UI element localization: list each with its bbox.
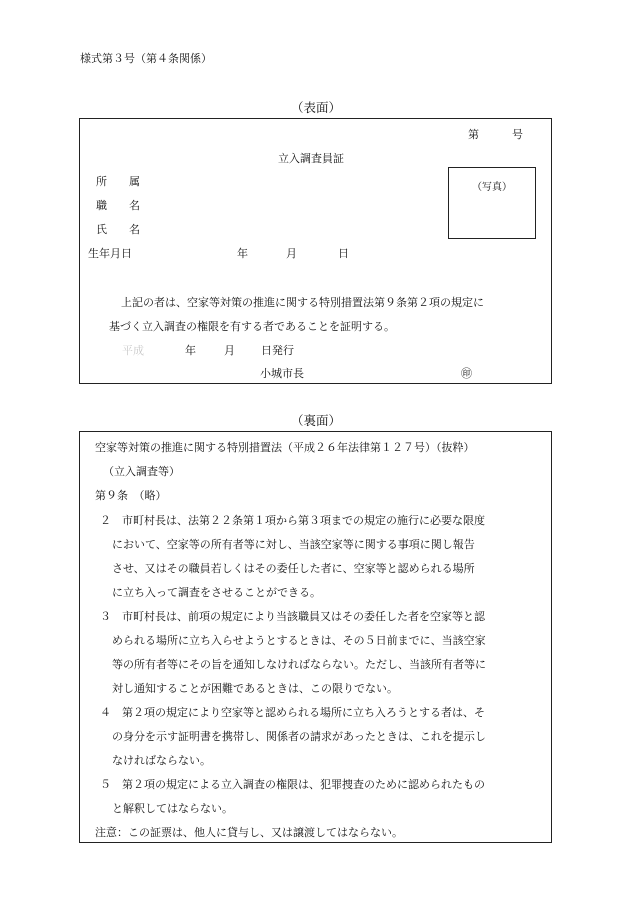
seal-mark: ㊞ [461, 367, 472, 380]
excerpt-line: められる場所に立ち入らせようとするときは、その５日前までに、当該空家 [112, 634, 486, 647]
excerpt-line: ４ 第２項の規定により空家等と認められる場所に立ち入ろうとする者は、そ [100, 706, 485, 719]
excerpt-line: において、空家等の所有者等に対し、当該空家等に関する事項に関し報告 [112, 538, 475, 551]
issuer-name: 小城市長 [260, 367, 304, 380]
excerpt-line: させ、又はその職員若しくはその委任した者に、空家等と認められる場所 [112, 562, 475, 575]
certificate-number-label: 第 号 [468, 128, 523, 141]
caution-note: 注意：この証票は、他人に貸与し、又は譲渡してはならない。 [95, 826, 403, 839]
front-heading: （表面） [291, 100, 342, 115]
issue-era: 平成 [122, 344, 144, 357]
excerpt-line: に立ち入って調査をさせることができる。 [112, 586, 321, 599]
excerpt-line: （立入調査等） [103, 465, 180, 478]
excerpt-line: 対し通知することが困難であるときは、この限りでない。 [112, 682, 398, 695]
excerpt-line: 等の所有者等にその旨を通知しなければならない。ただし、当該所有者等に [112, 658, 486, 671]
birth-day-label: 日 [338, 247, 349, 260]
certificate-title: 立入調査員証 [278, 152, 344, 165]
birth-year-label: 年 [237, 247, 248, 260]
birth-month-label: 月 [286, 247, 297, 260]
name-label: 氏 名 [96, 223, 140, 236]
certification-line-1: 上記の者は、空家等対策の推進に関する特別措置法第９条第２項の規定に [121, 296, 484, 309]
certification-line-2: 基づく立入調査の権限を有する者であることを証明する。 [109, 320, 395, 333]
issue-month-label: 月 [224, 344, 235, 357]
excerpt-line: の身分を示す証明書を携帯し、関係者の請求があったときは、これを提示し [112, 730, 486, 743]
birthdate-label: 生年月日 [88, 247, 132, 260]
excerpt-line: 空家等対策の推進に関する特別措置法（平成２６年法律第１２７号）（抜粋） [95, 441, 475, 454]
form-number: 様式第３号（第４条関係） [80, 52, 212, 65]
excerpt-line: 第９条 （略） [95, 489, 167, 502]
issue-day-label: 日発行 [261, 344, 294, 357]
position-label: 職 名 [96, 199, 140, 212]
excerpt-line: ５ 第２項の規定による立入調査の権限は、犯罪捜査のために認められたもの [100, 778, 485, 791]
photo-label: （写真） [472, 182, 512, 193]
issue-year-label: 年 [185, 344, 196, 357]
back-heading: （裏面） [291, 413, 342, 428]
affiliation-label: 所 属 [96, 175, 140, 188]
excerpt-line: ３ 市町村長は、前項の規定により当該職員又はその委任した者を空家等と認 [100, 610, 485, 623]
excerpt-line: ２ 市町村長は、法第２２条第１項から第３項までの規定の施行に必要な限度 [100, 514, 485, 527]
excerpt-line: なければならない。 [112, 754, 211, 767]
excerpt-line: と解釈してはならない。 [112, 802, 233, 815]
